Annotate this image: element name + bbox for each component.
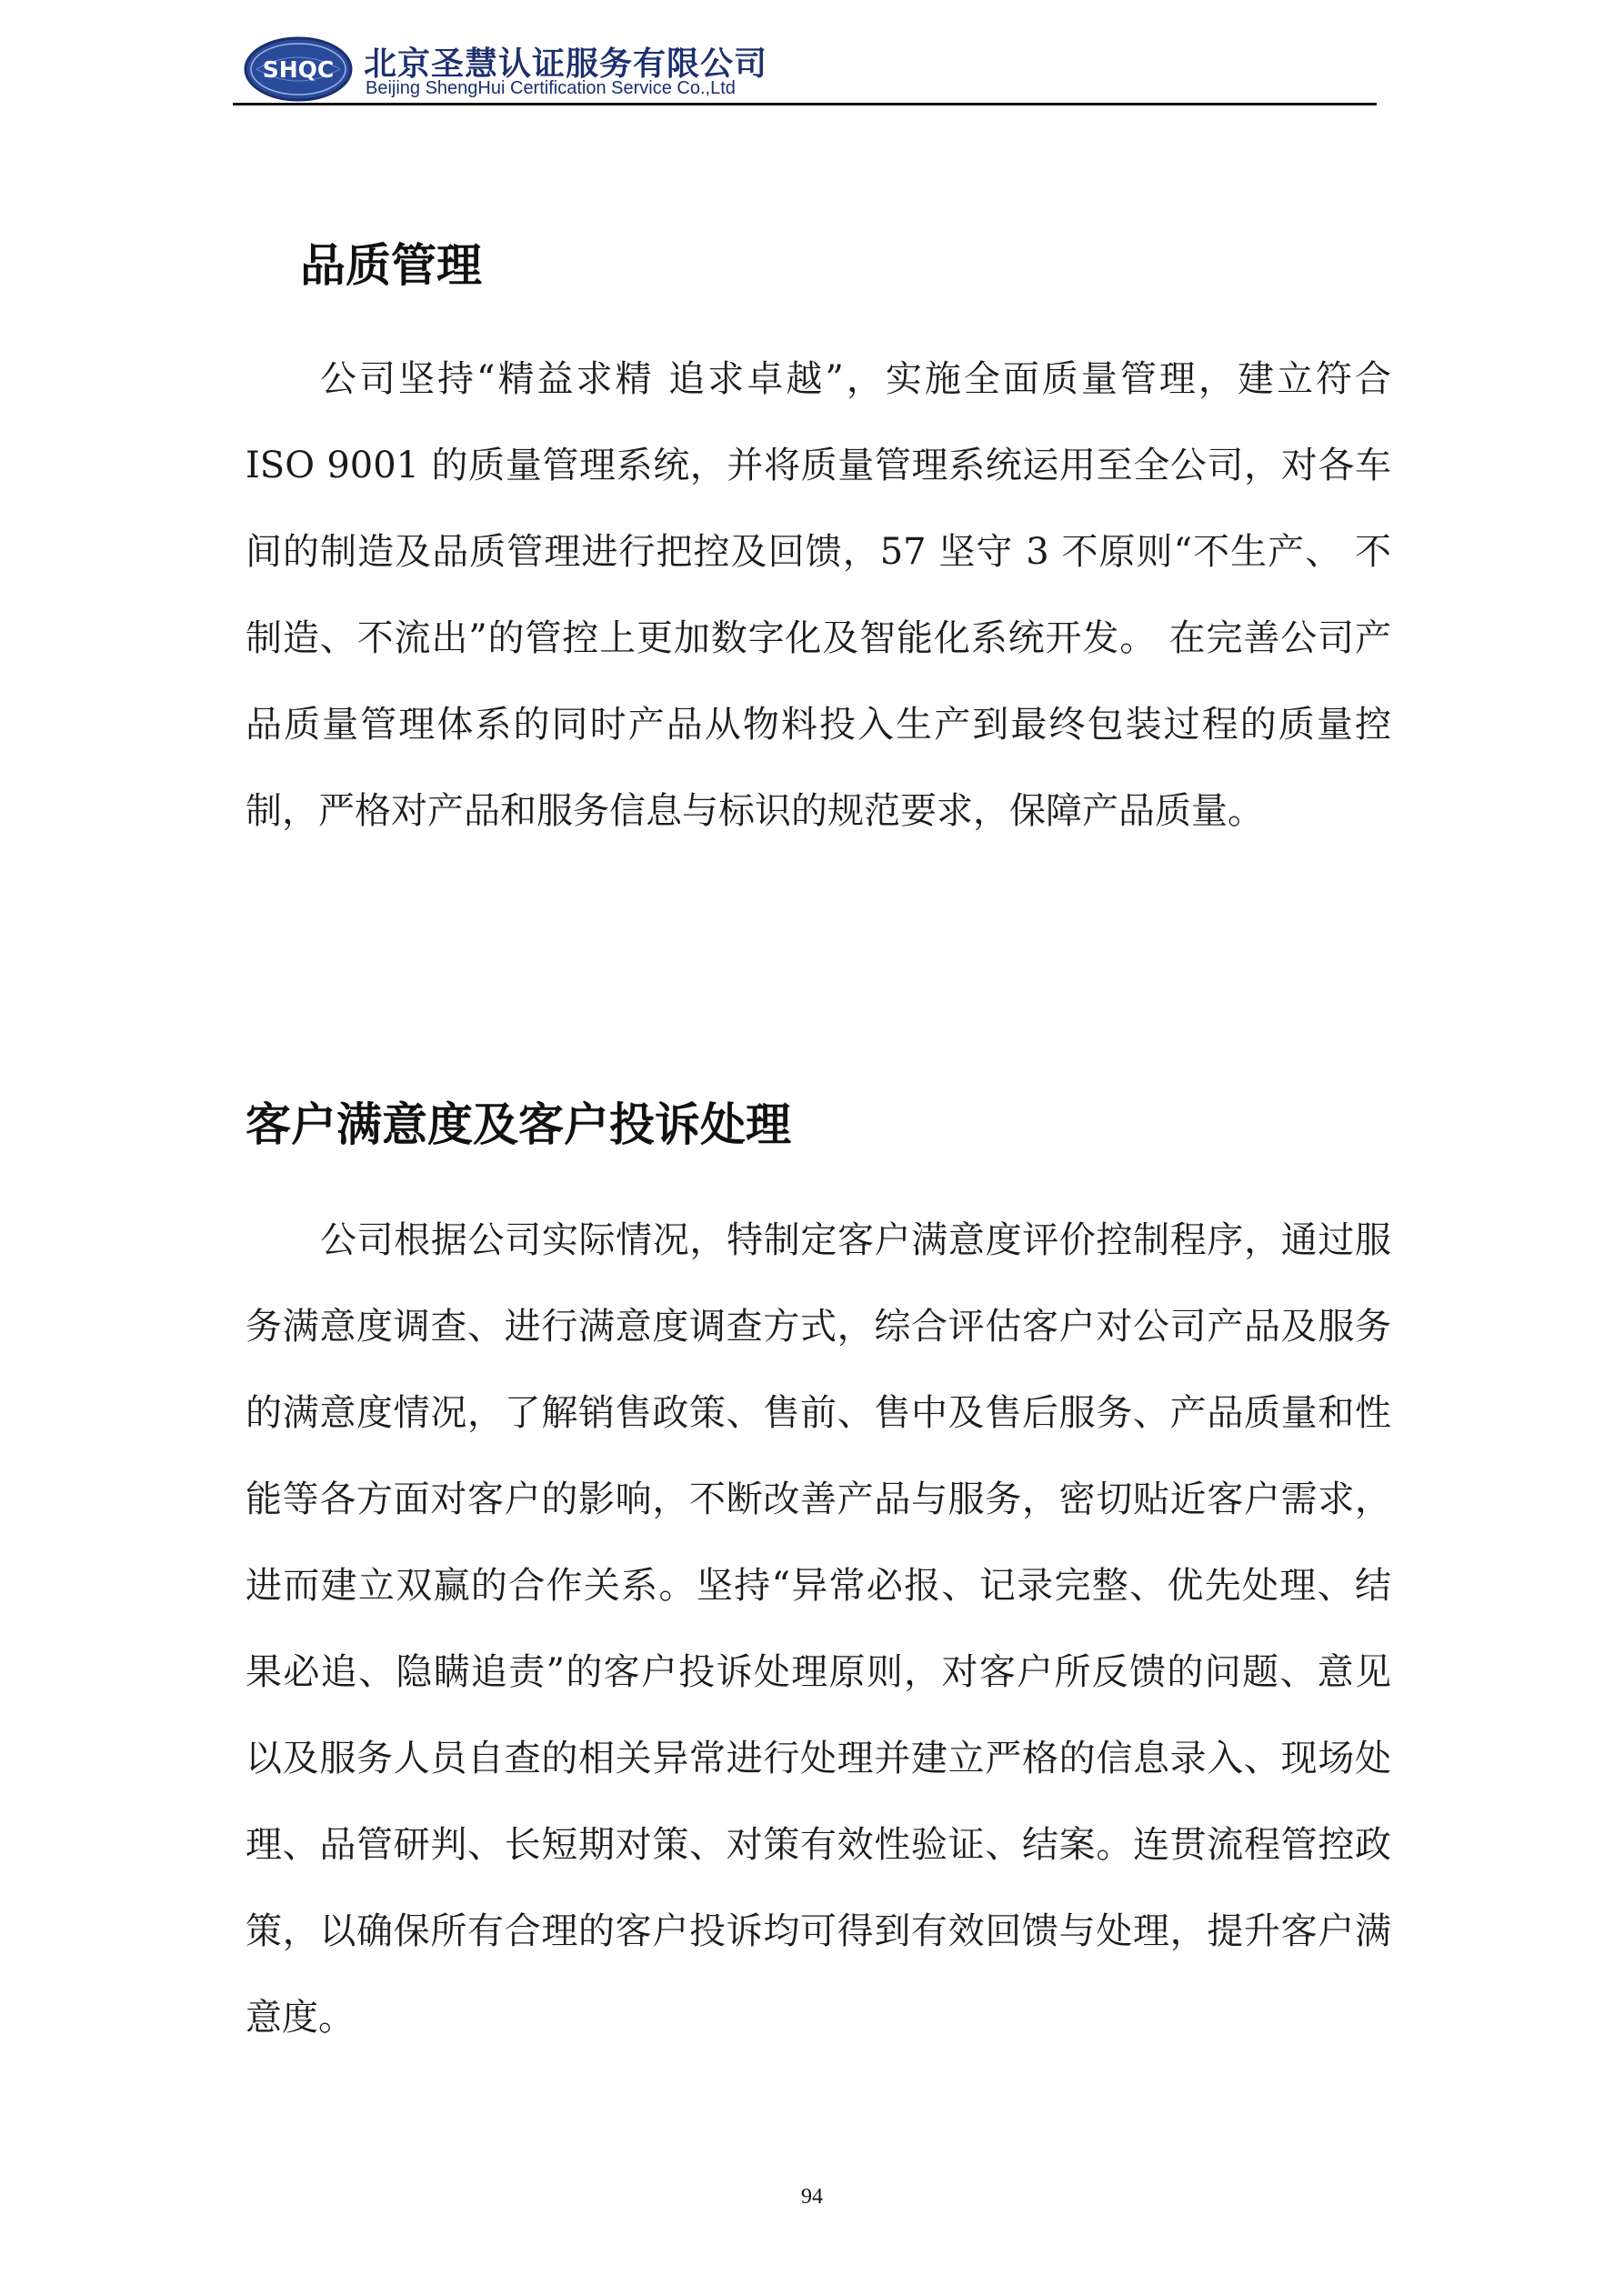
section-paragraph: 公司根据公司实际情况，特制定客户满意度评价控制程序，通过服务满意度调查、进行满意度调查方式，综合评估客户对公司产品及服务的满意度情况，了解销售政策、售前、售中及售后服务、产品质量和性能等各方面对客户的影响，不断改善产品与服务，密切贴近客户需求，进而建立双赢的合作关系。坚持“异常必报、记录完整、优先处理、结果必追、隐瞒追责”的客户投诉处理原则，对客户所反馈的问题、意见以及服务人员自查的相关异常进行处理并建立严格的信息录入、现场处理、品管研判、长短期对策、对策有效性验证、结案。连贯流程管控政策，以确保所有合理的客户投诉均可得到有效回馈与处理，提升客户满意度。	[246, 1219, 1391, 2039]
header-divider	[233, 103, 1377, 105]
company-name-cn: 北京圣慧认证服务有限公司	[364, 45, 768, 83]
section-heading: 客户满意度及客户投诉处理	[246, 1097, 791, 1151]
section-customer-satisfaction	[246, 1097, 1418, 2061]
section-heading: 品质管理	[300, 238, 482, 292]
page-header	[244, 36, 1380, 109]
section-paragraph: 公司坚持“精益求精 追求卓越”，实施全面质量管理，建立符合 ISO 9001 的质量管理系统，并将质量管理系统运用至全公司，对各车间的制造及品质管理进行把控及回馈，57 坚守 3 不原则“不生产、 不制造、不流出”的管控上更加数字化及智能化系统开发。 在完善公司产品质量管理体系的同时产品从物料投入生产到最终包装过程的质量控制，严格对产品和服务信息与标识的规范要求，保障产品质量。	[246, 358, 1391, 832]
logo-text: SHQC	[262, 56, 335, 83]
page-number: 94	[801, 2185, 823, 2209]
shqc-logo	[244, 36, 353, 102]
company-name-en: Beijing ShengHui Certification Service Co.,Ltd	[366, 78, 736, 98]
section-quality-management	[246, 238, 1418, 855]
